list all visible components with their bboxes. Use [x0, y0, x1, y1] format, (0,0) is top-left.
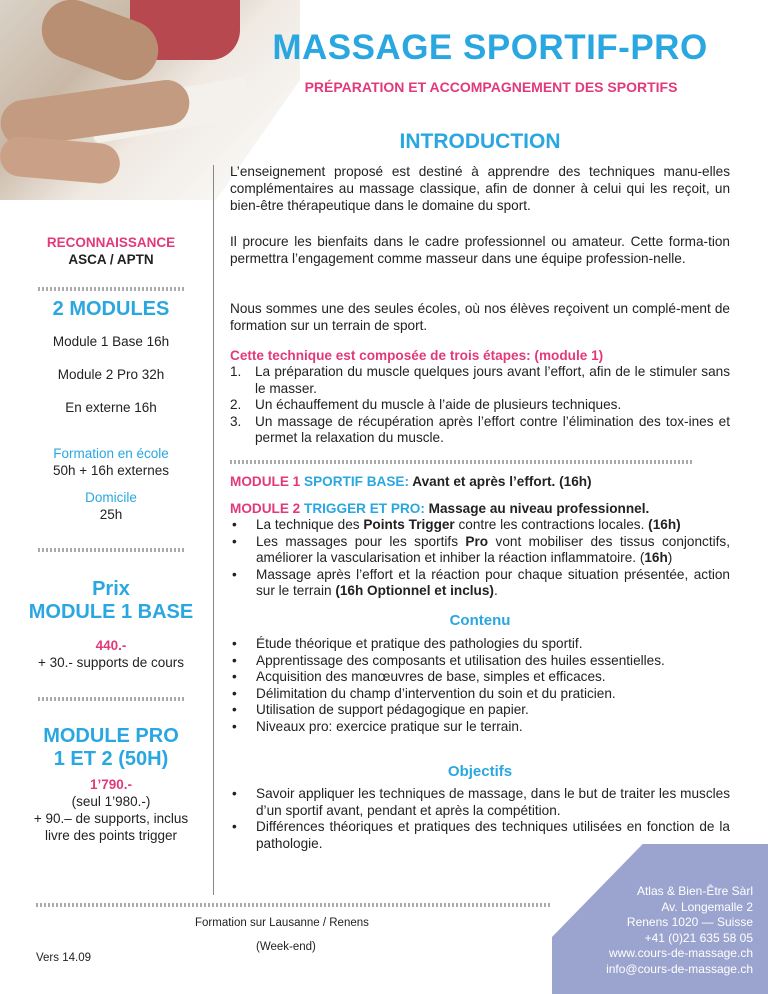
objectifs-heading: Objectifs	[447, 763, 513, 780]
module1-hours: (16h)	[559, 474, 592, 489]
contenu-section	[230, 636, 730, 735]
step-item: 2. Un échauffement du muscle à l’aide de plusieurs techniques.	[230, 397, 622, 412]
intro-text-3: Nous sommes une des seules écoles, où nos élèves reçoivent un complé-ment de formation sur un terrain de sport.	[230, 301, 730, 333]
school-block	[20, 445, 202, 479]
recognition-title: RECONNAISSANCE	[46, 235, 176, 250]
pro-title-2: 1 ET 2 (50H)	[53, 748, 169, 770]
price-1: 440.-	[95, 638, 127, 653]
list-item: • Massage après l’effort et la réaction pour chaque situation présentée, action sur le terrain (16h Optionnel et inclus).	[230, 567, 730, 600]
price-title-1: Prix	[92, 578, 130, 600]
contact-phone: +41 (0)21 635 58 05	[644, 930, 753, 945]
module1-desc: Avant et après l’effort	[412, 474, 552, 489]
modules-block	[20, 298, 202, 321]
module2-desc: Massage au niveau professionnel.	[428, 501, 650, 516]
steps-section	[230, 347, 730, 447]
price-module-pro-block	[20, 725, 202, 771]
price-module-pro-values	[20, 776, 202, 844]
objectifs-list	[230, 786, 730, 852]
list-item: • La technique des Points Trigger contre les contractions locales. (16h)	[230, 517, 730, 534]
steps-list	[230, 364, 730, 447]
recognition-block	[20, 234, 202, 268]
contact-info	[560, 884, 753, 977]
list-item: • Utilisation de support pédagogique en papier.	[230, 702, 730, 719]
list-item: • Différences théoriques et pratiques des techniques utilisées en fonction de la pathologie.	[230, 819, 730, 852]
home-label: Domicile	[85, 490, 137, 505]
module1-line: MODULE 1 SPORTIF BASE: Avant et après l’effort. (16h)	[230, 474, 592, 489]
modules-title: 2 MODULES	[52, 298, 170, 320]
price-2-alt: (seul 1’980.-)	[71, 794, 151, 809]
module-line-2: Module 2 Pro 32h	[57, 367, 165, 382]
footer-divider	[36, 903, 550, 907]
price-1-extra: + 30.- supports de cours	[38, 655, 184, 670]
intro-text-1: L’enseignement proposé est destiné à apprendre des techniques manu-elles complémentaires au massage classique, afin de donner à celui qui les reçoit, un bien-être thérapeutique dans le domaine du sport.	[230, 164, 730, 213]
objectifs-section	[230, 786, 730, 852]
intro-paragraph-2	[230, 233, 730, 267]
list-item: • Étude théorique et pratique des pathologies du sportif.	[230, 636, 730, 653]
price-title-2: MODULE 1 BASE	[28, 601, 194, 623]
list-item: • Apprentissage des composants et utilisation des huiles essentielles.	[230, 653, 730, 670]
sidebar-divider	[38, 548, 184, 552]
price-2-extra-1: + 90.– de supports, inclus	[33, 811, 189, 826]
module2-label: MODULE 2	[230, 501, 301, 516]
contact-email-link[interactable]: info@cours-de-massage.ch	[606, 961, 753, 976]
home-block	[20, 489, 202, 523]
list-item: • Acquisition des manœuvres de base, simples et efficaces.	[230, 669, 730, 686]
module1-name: SPORTIF BASE:	[304, 474, 410, 489]
school-value: 50h + 16h externes	[53, 463, 169, 478]
divider-wavy	[230, 460, 692, 464]
module2-section	[230, 500, 730, 600]
module2-name: TRIGGER ET PRO:	[304, 501, 425, 516]
contact-street: Av. Longemalle 2	[661, 899, 753, 914]
contact-company: Atlas & Bien-Être Sàrl	[636, 884, 753, 898]
intro-text-2: Il procure les bienfaits dans le cadre professionnel ou amateur. Cette forma-tion permettra l’engagement comme masseur dans une équipe profession-nelle.	[230, 234, 730, 266]
step-item: 3. Un massage de récupération après l’effort contre l’élimination des tox-ines et permet la relaxation du muscle.	[230, 413, 730, 445]
module-line-3: En externe 16h	[65, 400, 157, 415]
home-value: 25h	[99, 507, 123, 522]
footer-version: Vers 14.09	[36, 952, 91, 964]
recognition-value: ASCA / APTN	[68, 252, 154, 267]
list-item: • Délimitation du champ d’intervention du soin et du praticien.	[230, 686, 730, 703]
list-item: • Niveaux pro: exercice pratique sur le terrain.	[230, 719, 730, 736]
footer-location: Formation sur Lausanne / Renens	[195, 917, 369, 929]
intro-paragraph-3	[230, 300, 730, 334]
price-2-extra-2: livre des points trigger	[44, 828, 178, 843]
intro-heading: INTRODUCTION	[399, 130, 561, 153]
pro-title-1: MODULE PRO	[43, 725, 179, 747]
module-line-1: Module 1 Base 16h	[52, 334, 170, 349]
contenu-list	[230, 636, 730, 735]
sidebar-divider	[38, 287, 184, 291]
intro-paragraph-1	[230, 163, 730, 214]
column-divider	[213, 165, 214, 895]
price-module1-block	[20, 578, 202, 624]
sidebar-divider	[38, 697, 184, 701]
page-subtitle: PRÉPARATION ET ACCOMPAGNEMENT DES SPORTIFS	[304, 79, 678, 95]
steps-heading: Cette technique est composée de trois étapes: (module 1)	[230, 348, 604, 363]
price-2: 1’790.-	[89, 777, 133, 792]
step-item: 1. La préparation du muscle quelques jours avant l’effort, afin de le stimuler sans le masser.	[230, 364, 730, 396]
contact-city: Renens 1020 — Suisse	[626, 915, 753, 929]
contenu-heading: Contenu	[449, 612, 511, 629]
module1-label: MODULE 1	[230, 474, 301, 489]
price-module1-values	[20, 637, 202, 671]
list-item: • Savoir appliquer les techniques de massage, dans le but de traiter les muscles d’un sportif avant, pendant et après la compétition.	[230, 786, 730, 819]
list-item: • Les massages pour les sportifs Pro vont mobiliser des tissus conjonctifs, améliorer la vascularisation et inhiber la réaction inflammatoire. (16h)	[230, 534, 730, 567]
contact-website-link[interactable]: www.cours-de-massage.ch	[608, 946, 753, 960]
photo-foot	[0, 135, 122, 185]
footer-schedule: (Week-end)	[256, 941, 316, 953]
school-label: Formation en école	[53, 446, 169, 461]
module2-list	[230, 517, 730, 600]
page-title: MASSAGE SPORTIF-PRO	[272, 28, 708, 67]
